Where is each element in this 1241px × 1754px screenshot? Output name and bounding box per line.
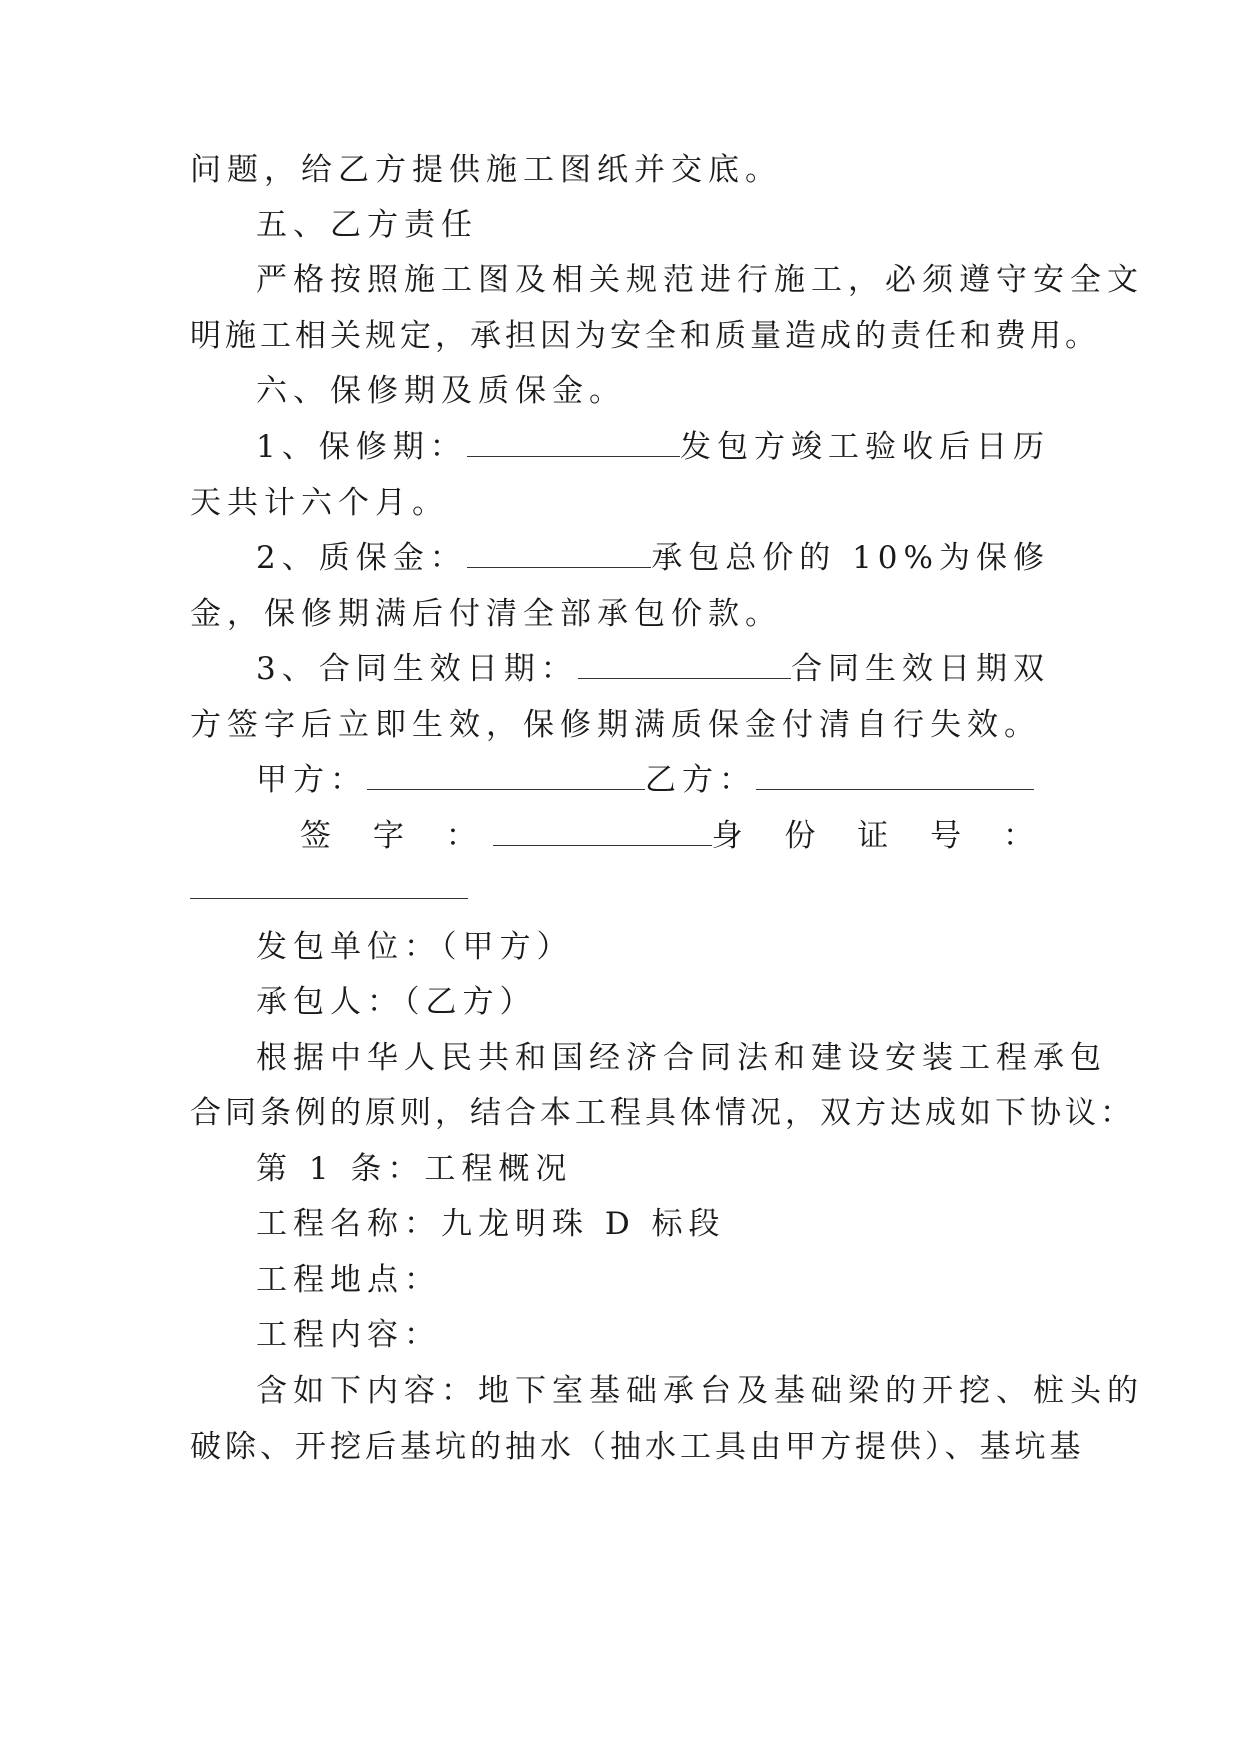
section-heading: 五、乙方责任	[256, 207, 478, 243]
section-heading: 六、保修期及质保金。	[256, 373, 626, 409]
retention-row	[256, 538, 1050, 578]
text-line: 明施工相关规定，承担因为安全和质量造成的责任和费用。	[190, 318, 1100, 354]
text-line: 工程地点：	[256, 1262, 441, 1298]
text-line: 方签字后立即生效，保修期满质保金付清自行失效。	[190, 707, 1041, 743]
party-signature-row	[256, 760, 1050, 800]
warranty-period-row	[256, 427, 1050, 467]
text-line: 严格按照施工图及相关规范进行施工，必须遵守安全文	[256, 262, 1144, 298]
party-a-blank[interactable]	[367, 763, 645, 790]
sign-label: 签 字 ：	[300, 818, 493, 854]
party-a-label: 甲方：	[256, 762, 367, 798]
id-number-blank[interactable]	[190, 898, 468, 899]
text-line: 天共计六个月。	[190, 485, 449, 521]
text-line: 根据中华人民共和国经济合同法和建设安装工程承包	[256, 1040, 1107, 1076]
text-line: 发包方竣工验收后日历	[680, 429, 1050, 465]
text-line: 承包总价的 10%为保修	[651, 540, 1050, 576]
fill-blank[interactable]	[467, 541, 652, 568]
field-label: 3、合同生效日期：	[256, 651, 578, 687]
effective-date-row	[256, 649, 1050, 689]
section-heading: 第 1 条：工程概况	[256, 1151, 573, 1187]
field-label: 1、保修期：	[256, 429, 467, 465]
id-number-label: 身 份 证 号 ：	[711, 818, 1050, 854]
text-line: 破除、开挖后基坑的抽水（抽水工具由甲方提供）、基坑基	[190, 1429, 1085, 1465]
text-line: 合同生效日期双	[791, 651, 1050, 687]
text-line: 金，保修期满后付清全部承包价款。	[190, 596, 782, 632]
fill-blank[interactable]	[467, 430, 680, 457]
text-line: 含如下内容：地下室基础承台及基础梁的开挖、桩头的	[256, 1373, 1144, 1409]
fill-blank[interactable]	[578, 652, 791, 679]
text-line: 工程名称：九龙明珠 D 标段	[256, 1206, 726, 1242]
sign-blank[interactable]	[493, 819, 712, 846]
field-label: 2、质保金：	[256, 540, 467, 576]
text-line: 工程内容：	[256, 1317, 441, 1353]
sign-id-row	[300, 816, 1050, 856]
text-line: 发包单位：（甲方）	[256, 929, 574, 965]
party-b-blank[interactable]	[756, 763, 1034, 790]
text-line: 合同条例的原则，结合本工程具体情况，双方达成如下协议：	[190, 1095, 1135, 1131]
party-b-label: 乙方：	[645, 762, 756, 798]
text-line: 问题，给乙方提供施工图纸并交底。	[190, 152, 782, 188]
text-line: 承包人：（乙方）	[256, 984, 537, 1020]
